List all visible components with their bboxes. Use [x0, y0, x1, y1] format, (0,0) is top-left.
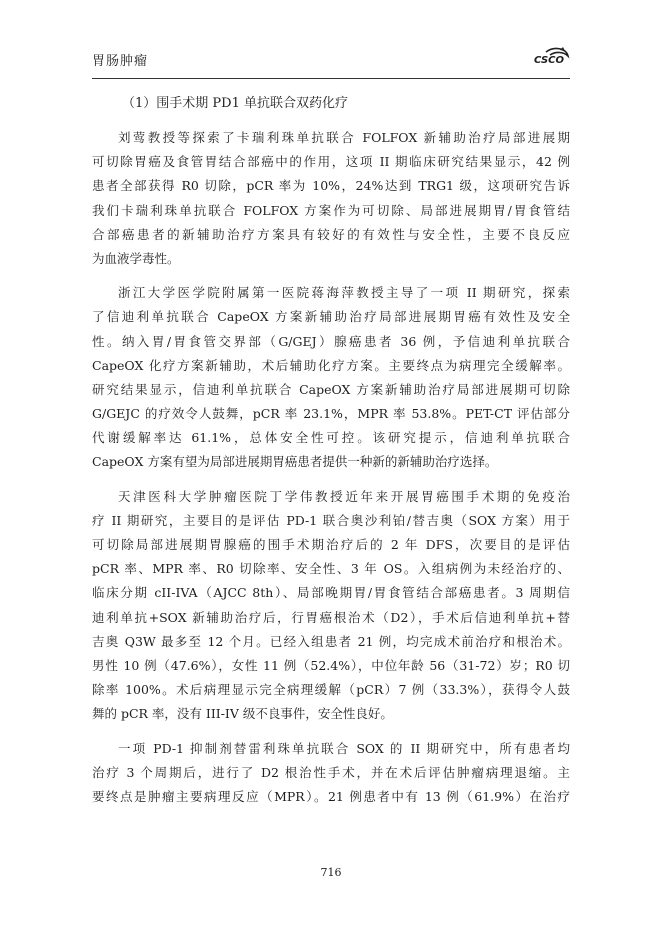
text-line: 刘莺教授等探索了卡瑞利珠单抗联合 FOLFOX 新辅助治疗局部进展期 [118, 130, 570, 145]
csco-logo [516, 46, 570, 72]
text-line: 临床分期 cII-IVA（AJCC 8th）、局部晚期胃/胃食管结合部癌患者。3 周期信 [92, 585, 570, 601]
text-line: 患者全部获得 R0 切除，pCR 率为 10%，24%达到 TRG1 级，这项研究告诉 [92, 178, 570, 194]
paragraph-sox-study [92, 485, 570, 727]
paragraph-sintilimab-capeox [92, 281, 570, 475]
text-line: CapeOX 化疗方案新辅助，术后辅助化疗方案。主要终点为病理完全缓解率。 [92, 357, 570, 373]
text-line: 了信迪利单抗联合 CapeOX 方案新辅助治疗局部进展期胃癌有效性及安全 [92, 309, 570, 325]
page-header [92, 46, 570, 80]
text-line: 性。纳入胃/胃食管交界部（G/GEJ）腺癌患者 36 例，予信迪利单抗联合 [92, 333, 570, 349]
text-line: 浙江大学医学院附属第一医院蒋海萍教授主导了一项 II 期研究，探索 [118, 285, 570, 301]
text-line: 合部癌患者的新辅助治疗方案具有较好的有效性与安全性，主要不良反应 [92, 226, 570, 242]
text-line: 天津医科大学肿瘤医院丁学伟教授近年来开展胃癌围手术期的免疫治 [118, 488, 570, 504]
text-line: 代谢缓解率达 61.1%，总体安全性可控。该研究提示，信迪利单抗联合 [92, 430, 570, 446]
page-number: 716 [320, 866, 342, 879]
running-title: 胃肠肿瘤 [92, 54, 149, 69]
logo-text: CSCO [533, 55, 564, 66]
text-line: 研究结果显示，信迪利单抗联合 CapeOX 方案新辅助治疗局部进展期可切除 [92, 381, 570, 397]
text-line: CapeOX 方案有望为局部进展期胃癌患者提供一种新的新辅助治疗选择。 [92, 454, 498, 470]
section-heading: （1）围手术期 PD1 单抗联合双药化疗 [122, 96, 348, 111]
text-line: 为血液学毒性。 [92, 250, 180, 266]
header-divider [92, 78, 570, 79]
text-line: 治疗 3 个周期后，进行了 D2 根治性手术，并在术后评估肿瘤病理退缩。主 [92, 764, 570, 780]
text-line: 迪利单抗+SOX 新辅助治疗后，行胃癌根治术（D2），手术后信迪利单抗+替 [92, 609, 570, 625]
paragraph-tislelizumab [92, 737, 570, 810]
text-line: G/GEJC 的疗效令人鼓舞，pCR 率 23.1%，MPR 率 53.8%。PET-CT 评估部分 [92, 406, 570, 422]
text-line: 疗 II 期研究，主要目的是评估 PD-1 联合奥沙利铂/替吉奥（SOX 方案）用于 [92, 512, 570, 528]
text-line: 吉奥 Q3W 最多至 12 个月。已经入组患者 21 例，均完成术前治疗和根治术。 [92, 633, 570, 649]
text-line: 除率 100%。术后病理显示完全病理缓解（pCR）7 例（33.3%），获得令人鼓 [92, 682, 570, 698]
paragraph-camrelizumab [92, 126, 570, 271]
text-line: 男性 10 例（47.6%），女性 11 例（52.4%），中位年龄 56（31-72）岁；R0 切 [92, 657, 570, 673]
text-line: 舞的 pCR 率，没有 III-IV 级不良事件，安全性良好。 [92, 706, 393, 722]
page-body [92, 92, 570, 809]
text-line: pCR 率、MPR 率、R0 切除率、安全性、3 年 OS。入组病例为未经治疗的、 [92, 561, 570, 577]
text-line: 可切除胃癌及食管胃结合部癌中的作用，这项 II 期临床研究结果显示，42 例 [92, 154, 570, 170]
text-line: 我们卡瑞利珠单抗联合 FOLFOX 方案作为可切除、局部进展期胃/胃食管结 [92, 202, 570, 218]
text-line: 要终点是肿瘤主要病理反应（MPR）。21 例患者中有 13 例（61.9%）在治疗 [92, 788, 570, 804]
text-line: 一项 PD-1 抑制剂替雷利珠单抗联合 SOX 的 II 期研究中，所有患者均 [118, 740, 570, 756]
text-line: 可切除局部进展期胃腺癌的围手术期治疗后的 2 年 DFS，次要目的是评估 [92, 537, 570, 552]
